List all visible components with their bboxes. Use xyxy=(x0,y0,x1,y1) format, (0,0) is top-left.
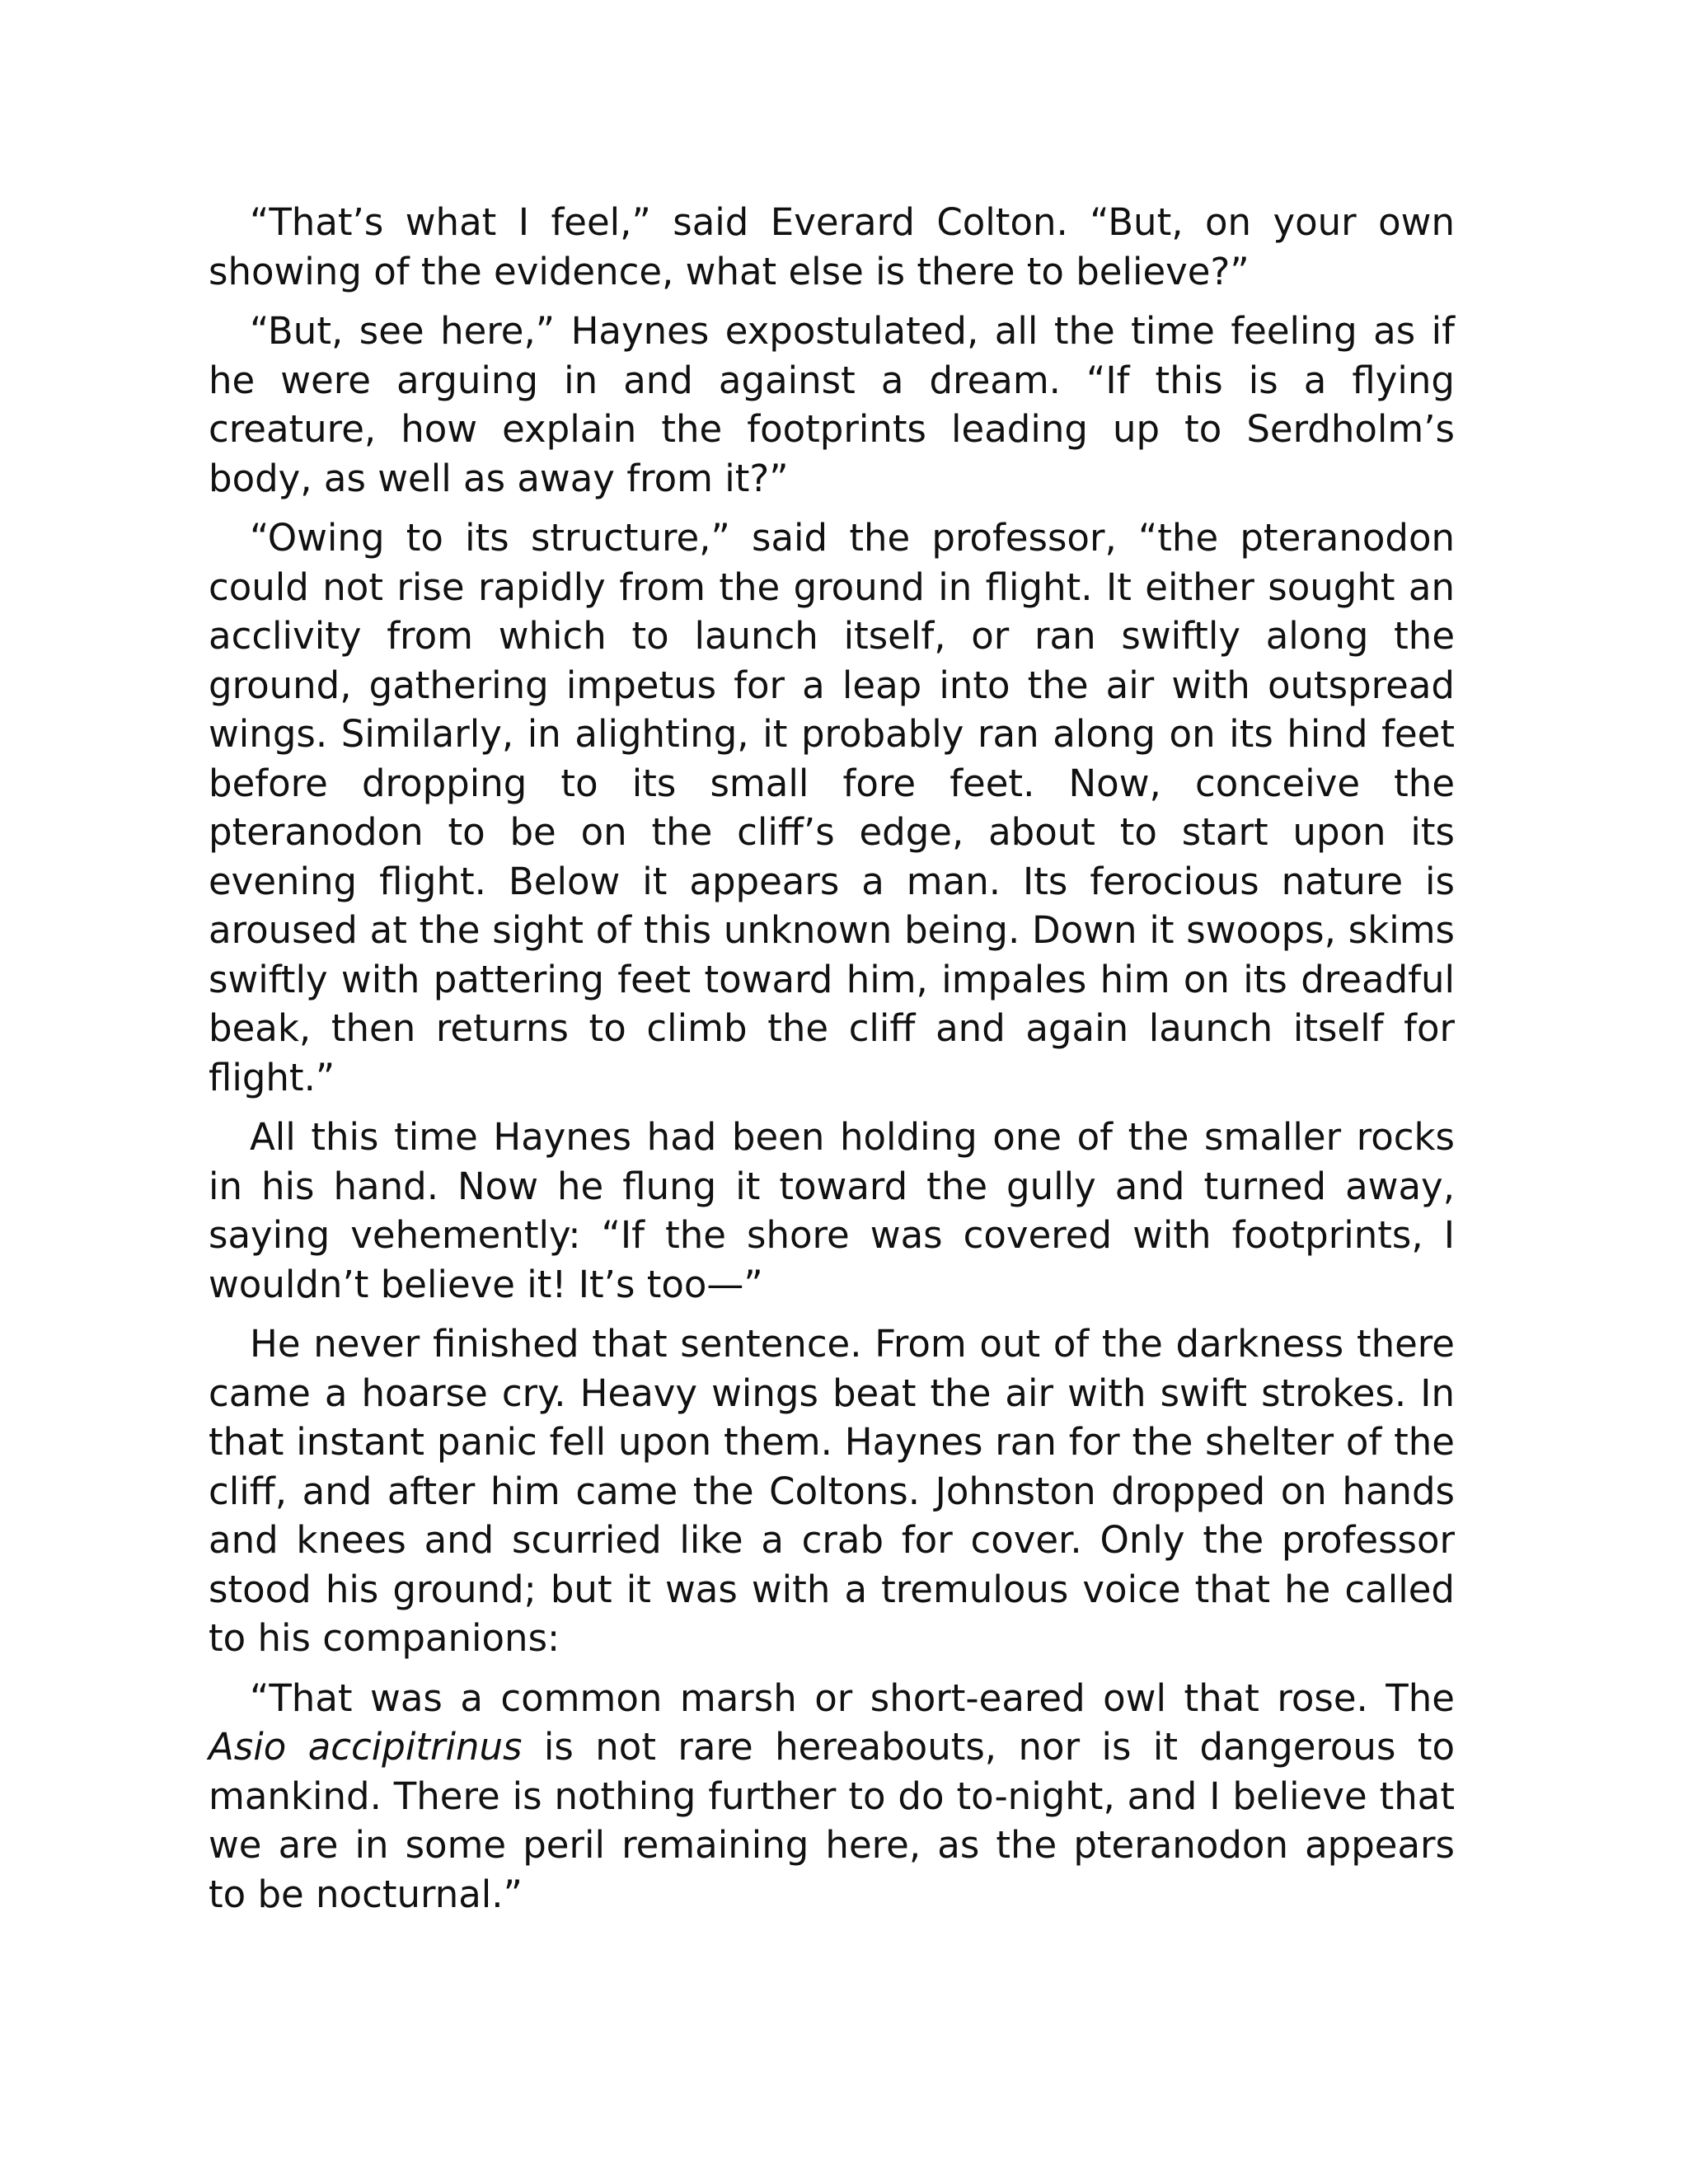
paragraph: He never finished that sentence. From out of the darkness there came a hoarse cry. Heavy wings beat the air with swift strokes. In that instant panic fell upon them. Haynes ran for the shelter of the cliff, and after him came the Coltons. Johnston dropped on hands and knees and scurried like a crab for cover. Only the professor stood his ground; but it was with a tremulous voice that he called to his companions: xyxy=(209,1322,1455,1660)
paragraph xyxy=(209,1674,1455,1919)
paragraph: All this time Haynes had been holding one of the smaller rocks in his hand. Now he flung it toward the gully and turned away, saying vehemently: “If the shore was covered with footprints, I wouldn’t believe it! It’s too—” xyxy=(209,1115,1455,1306)
paragraph: “Owing to its structure,” said the professor, “the pteranodon could not rise rapidly from the ground in flight. It either sought an acclivity from which to launch itself, or ran swiftly along the ground, gathering impetus for a leap into the air with outspread wings. Similarly, in alighting, it probably ran along on its hind feet before dropping to its small fore feet. Now, conceive the pteranodon to be on the cliff’s edge, about to start upon its evening flight. Below it appears a man. Its ferocious nature is aroused at the sight of this unknown being. Down it swoops, skims swiftly with pattering feet toward him, impales him on its dreadful beak, then returns to climb the cliff and again launch itself for flight.” xyxy=(209,516,1455,1099)
page-body xyxy=(209,198,1455,1919)
paragraph-text: is not rare hereabouts, nor is it dangerous to mankind. There is nothing further to do to-night, and I believe that we are in some peril remaining here, as the pteranodon appears to be nocturnal.” xyxy=(209,1725,1456,1916)
italic-species-name: Asio accipitrinus xyxy=(209,1725,523,1769)
paragraph: “That’s what I feel,” said Everard Colton. “But, on your own showing of the evidence, what else is there to believe?” xyxy=(209,200,1455,293)
paragraph: “But, see here,” Haynes expostulated, all the time feeling as if he were arguing in and against a dream. “If this is a flying creature, how explain the footprints leading up to Serdholm’s body, as well as away from it?” xyxy=(209,309,1455,500)
paragraph-text: “That was a common marsh or short-eared owl that rose. The xyxy=(250,1675,1455,1720)
